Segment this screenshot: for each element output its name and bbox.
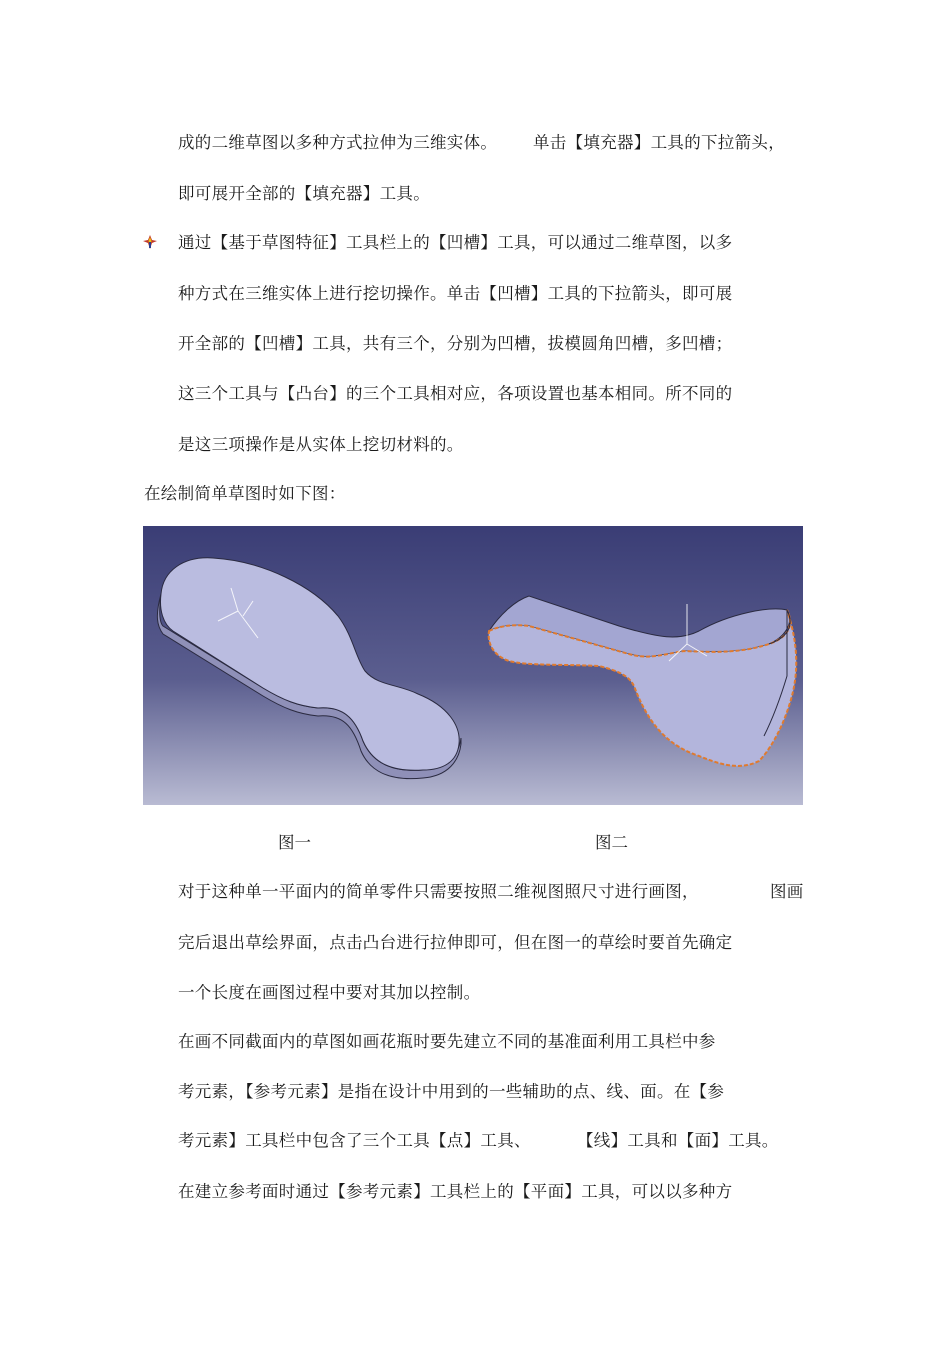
paragraph3-line2: 考元素，【参考元素】是指在设计中用到的一些辅助的点、线、面。在【参 bbox=[178, 1082, 725, 1101]
intro-line: 在绘制简单草图时如下图： bbox=[144, 484, 346, 503]
paragraph3-line4: 在建立参考面时通过【参考元素】工具栏上的【平面】工具，可以以多种方 bbox=[178, 1182, 733, 1201]
bullet-paragraph-line5: 是这三项操作是从实体上挖切材料的。 bbox=[178, 435, 464, 454]
figure-1-image bbox=[143, 526, 469, 805]
bullet-paragraph-line3: 开全部的【凹槽】工具，共有三个，分别为凹槽，拔模圆角凹槽，多凹槽； bbox=[178, 334, 733, 353]
bullet-paragraph-line4: 这三个工具与【凸台】的三个工具相对应，各项设置也基本相同。所不同的 bbox=[178, 384, 733, 403]
paragraph1-line1: 成的二维草图以多种方式拉伸为三维实体。 bbox=[178, 133, 498, 152]
paragraph2-line2: 完后退出草绘界面，点击凸台进行拉伸即可，但在图一的草绘时要首先确定 bbox=[178, 933, 733, 952]
bullet-icon bbox=[143, 235, 157, 249]
figure-2-caption: 图二 bbox=[595, 833, 628, 852]
paragraph1-line1b: 单击【填充器】工具的下拉箭头， bbox=[533, 133, 785, 152]
paragraph2-line3: 一个长度在画图过程中要对其加以控制。 bbox=[178, 983, 481, 1002]
paragraph2-line1b: 图画 bbox=[770, 882, 804, 901]
paragraph1-line2: 即可展开全部的【填充器】工具。 bbox=[178, 184, 430, 203]
bullet-paragraph-line1: 通过【基于草图特征】工具栏上的【凹槽】工具，可以通过二维草图，以多 bbox=[178, 233, 733, 252]
paragraph2-line1: 对于这种单一平面内的简单零件只需要按照二维视图照尺寸进行画图， bbox=[178, 882, 699, 901]
bullet-paragraph-line2: 种方式在三维实体上进行挖切操作。单击【凹槽】工具的下拉箭头，即可展 bbox=[178, 284, 733, 303]
figure-1-caption: 图一 bbox=[278, 833, 311, 852]
paragraph3-line3b: 【线】工具和【面】工具。 bbox=[577, 1131, 779, 1150]
figure-2-image bbox=[469, 526, 803, 805]
paragraph3-line1: 在画不同截面内的草图如画花瓶时要先建立不同的基准面利用工具栏中参 bbox=[178, 1032, 716, 1051]
paragraph3-line3: 考元素】工具栏中包含了三个工具【点】工具、 bbox=[178, 1131, 531, 1150]
